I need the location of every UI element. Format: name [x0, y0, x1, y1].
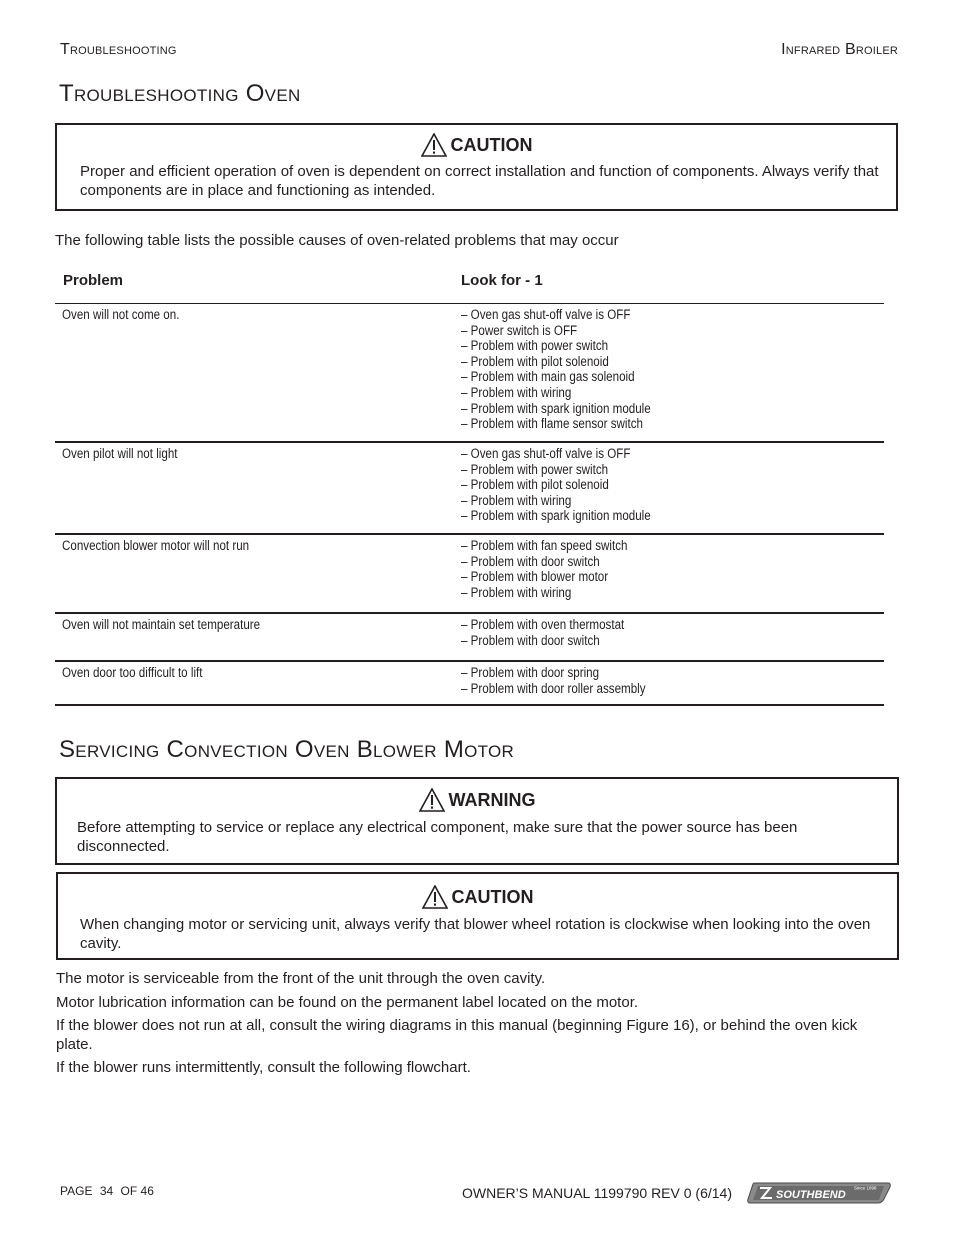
look-for-item: – Problem with oven thermostat — [461, 617, 625, 632]
look-for-item: – Problem with door switch — [461, 553, 600, 569]
warning-box — [55, 777, 899, 865]
paragraph: If the blower does not run at all, consult the wiring diagrams in this manual (beginning Figure 16), or behind the oven kick plate. — [56, 1017, 858, 1053]
table-cell-problem: Convection blower motor will not run — [62, 538, 250, 553]
paragraph: Motor lubrication information can be found on the permanent label located on the motor. — [56, 994, 639, 1011]
look-for-item: – Problem with pilot solenoid — [461, 353, 609, 369]
table-row-rule — [55, 660, 884, 662]
look-for-item: – Oven gas shut-off valve is OFF — [461, 446, 631, 461]
table-row-rule — [55, 612, 884, 614]
look-for-item: – Problem with spark ignition module — [461, 508, 651, 524]
column-header-problem: Problem — [63, 272, 124, 289]
running-header-right: Infrared Broiler — [781, 41, 898, 58]
look-for-item: – Oven gas shut-off valve is OFF — [461, 307, 631, 322]
section-title-troubleshooting-oven: Troubleshooting Oven — [59, 80, 301, 107]
table-cell-look-for — [461, 665, 646, 696]
look-for-item: – Problem with blower motor — [461, 569, 609, 585]
running-header-left: Troubleshooting — [60, 41, 177, 58]
caution-box-2 — [56, 872, 899, 960]
warning-triangle-icon — [421, 133, 447, 157]
table-cell-problem: Oven will not come on. — [62, 307, 180, 322]
table-cell-problem: Oven pilot will not light — [62, 446, 178, 461]
warning-label: WARNING — [448, 789, 536, 810]
table-row-rule — [55, 441, 884, 443]
caution-box — [55, 123, 898, 211]
section-title-servicing-blower: Servicing Convection Oven Blower Motor — [59, 736, 515, 763]
southbend-logo — [746, 1182, 892, 1204]
caution-label-2: CAUTION — [451, 886, 534, 907]
table-cell-look-for — [461, 307, 651, 432]
caution-label: CAUTION — [450, 134, 533, 155]
caution-heading — [57, 133, 896, 157]
page-current: 34 — [99, 1184, 114, 1198]
caution-heading-2 — [58, 885, 897, 909]
look-for-item: – Problem with flame sensor switch — [461, 416, 643, 432]
look-for-item: – Problem with wiring — [461, 384, 572, 400]
table-cell-look-for — [461, 538, 628, 600]
table-row-rule — [55, 704, 884, 706]
page-number — [60, 1184, 154, 1198]
warning-triangle-icon — [422, 885, 448, 909]
table-row-rule — [55, 533, 884, 535]
look-for-item: – Problem with power switch — [461, 461, 609, 477]
look-for-item: – Problem with power switch — [461, 338, 609, 354]
column-header-look-for: Look for - 1 — [461, 272, 543, 289]
look-for-item: – Problem with door switch — [461, 632, 600, 648]
warning-heading — [57, 788, 897, 812]
paragraph: If the blower runs intermittently, consult the following flowchart. — [56, 1059, 471, 1076]
look-for-item: – Problem with door spring — [461, 665, 600, 680]
table-cell-look-for — [461, 617, 624, 648]
look-for-item: – Problem with main gas solenoid — [461, 369, 635, 385]
look-for-item: – Problem with wiring — [461, 492, 572, 508]
paragraph: The motor is serviceable from the front of the unit through the oven cavity. — [56, 970, 546, 987]
page-total: OF 46 — [120, 1184, 154, 1198]
look-for-item: – Problem with spark ignition module — [461, 400, 651, 416]
table-intro: The following table lists the possible causes of oven-related problems that may occur — [55, 232, 619, 249]
look-for-item: – Problem with fan speed switch — [461, 538, 628, 553]
caution-text: Proper and efficient operation of oven is dependent on correct installation and function of components. Always verify that components are in place and functioning as intended. — [80, 163, 879, 199]
warning-triangle-icon — [419, 788, 445, 812]
table-cell-problem: Oven will not maintain set temperature — [62, 617, 261, 632]
table-cell-problem: Oven door too difficult to lift — [62, 665, 203, 680]
manual-id: OWNER’S MANUAL 1199790 REV 0 (6/14) — [462, 1185, 732, 1201]
table-header-rule — [55, 303, 884, 304]
caution-text-2: When changing motor or servicing unit, always verify that blower wheel rotation is clockwise when looking into the oven cavity. — [80, 916, 871, 952]
look-for-item: – Problem with wiring — [461, 584, 572, 600]
logo-since: Since 1898 — [854, 1185, 877, 1191]
look-for-item: – Power switch is OFF — [461, 322, 578, 338]
logo-text: SOUTHBEND — [776, 1189, 846, 1201]
table-cell-look-for — [461, 446, 651, 524]
look-for-item: – Problem with pilot solenoid — [461, 477, 609, 493]
look-for-item: – Problem with door roller assembly — [461, 680, 646, 696]
page-label: PAGE — [60, 1184, 93, 1198]
warning-text: Before attempting to service or replace any electrical component, make sure that the power source has been disconnected. — [77, 819, 798, 855]
